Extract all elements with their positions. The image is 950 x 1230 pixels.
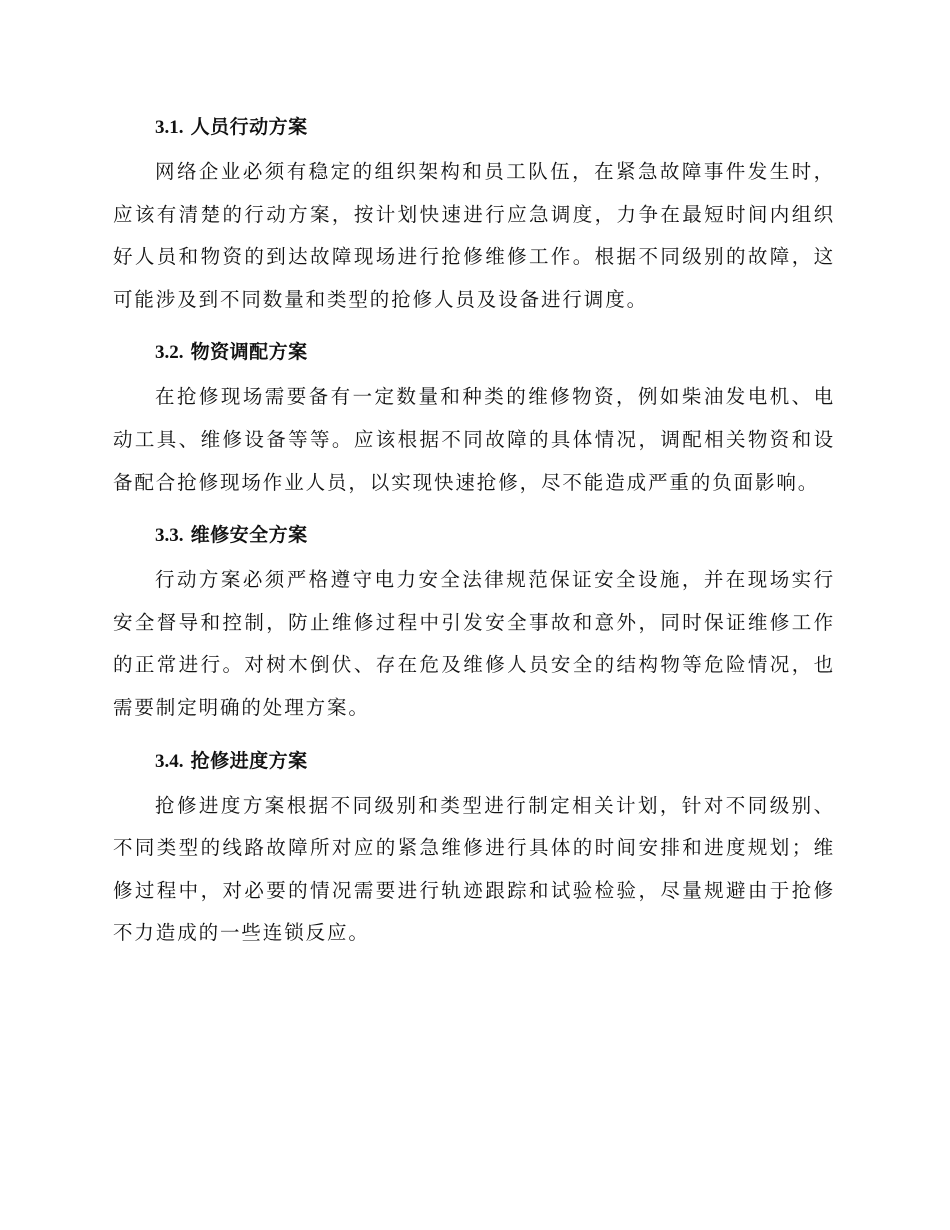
section-number: 3.4. — [155, 750, 184, 772]
section-heading-3-4 — [113, 738, 835, 785]
section-number: 3.3. — [155, 525, 184, 547]
section-title: 人员行动方案 — [190, 116, 308, 138]
section-body-3-3: 行动方案必须严格遵守电力安全法律规范保证安全设施，并在现场实行安全督导和控制，防止维修过程中引发安全事故和意外，同时保证维修工作的正常进行。对树木倒伏、存在危及维修人员安全的结构物等危险情况，也需要制定明确的处理方案。 — [113, 568, 835, 719]
section-body-3-2: 在抢修现场需要备有一定数量和种类的维修物资，例如柴油发电机、电动工具、维修设备等等。应该根据不同故障的具体情况，调配相关物资和设备配合抢修现场作业人员，以实现快速抢修，尽不能造成严重的负面影响。 — [113, 385, 835, 494]
section-number: 3.1. — [155, 117, 184, 138]
document-page — [113, 104, 835, 963]
section-heading-3-3 — [113, 512, 835, 559]
section-body-3-4: 抢修进度方案根据不同级别和类型进行制定相关计划，针对不同级别、不同类型的线路故障所对应的紧急维修进行具体的时间安排和进度规划；维修过程中，对必要的情况需要进行轨迹跟踪和试验检验，尽量规避由于抢修不力造成的一些连锁反应。 — [113, 793, 835, 945]
section-heading-3-1 — [113, 104, 835, 151]
section-title: 维修安全方案 — [190, 524, 308, 547]
section-body-3-1: 网络企业必须有稳定的组织架构和员工队伍，在紧急故障事件发生时，应该有清楚的行动方案，按计划快速进行应急调度，力争在最短时间内组织好人员和物资的到达故障现场进行抢修维修工作。根据不同级别的故障，这可能涉及到不同数量和类型的抢修人员及设备进行调度。 — [113, 160, 835, 311]
section-title: 物资调配方案 — [190, 341, 308, 364]
section-title: 抢修进度方案 — [190, 749, 308, 772]
section-heading-3-2 — [113, 329, 835, 376]
section-number: 3.2. — [155, 342, 184, 364]
